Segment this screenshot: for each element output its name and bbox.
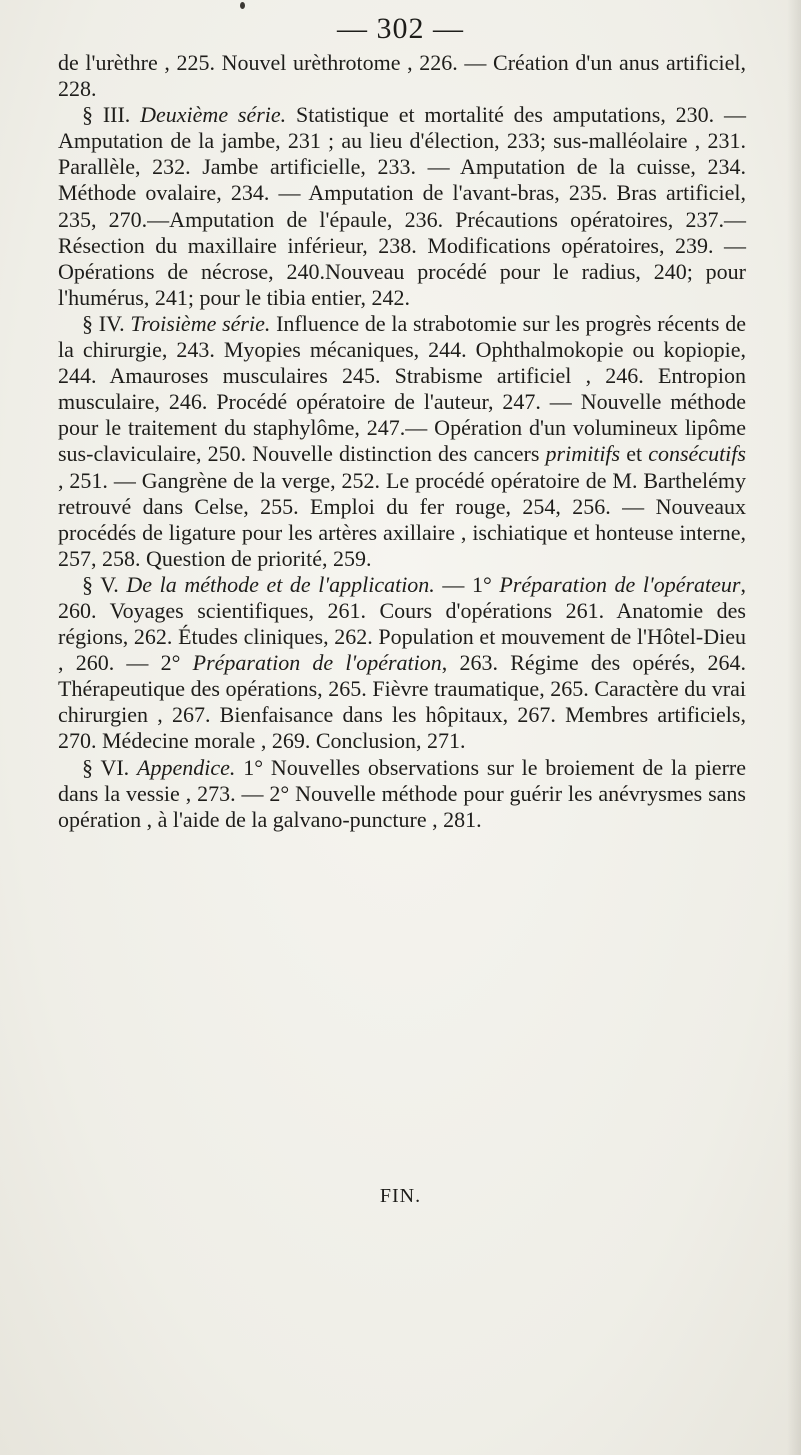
page-number: — 302 —	[337, 12, 464, 45]
italic-text: primitifs	[545, 441, 621, 467]
paragraph-section-3	[58, 102, 746, 311]
italic-text: Préparation de l'opération	[192, 650, 442, 676]
text-segment: 1° Nouvelles observations sur le broiement de la pierre dans la vessie , 273. — 2° Nouvelle méthode pour guérir les anévrysmes sans opération , à l'aide de la galvano-puncture , 281.	[58, 754, 746, 832]
italic-text: Troisième série.	[130, 310, 271, 336]
text-segment: , 251. — Gangrène de la verge, 252. Le procédé opératoire de M. Barthelémy retrouvé dans Celse, 255. Emploi du fer rouge, 254, 256. — Nouveaux procédés de ligature pour les artères axillaire , ischiatique et honteuse interne, 257, 258. Question de priorité, 259.	[58, 467, 746, 571]
text-segment: Influence de la strabotomie sur les progrès récents de la chirurgie, 243. Myopies mécaniques, 244. Ophthalmokopie ou kopiopie, 244. Amauroses musculaires 245. Strabisme artificiel , 246. Entropion musculaire, 246. Procédé opératoire de l'auteur, 247. — Nouvelle méthode pour le traitement du staphylôme, 247.— Opération d'un volumineux lipôme sus-claviculaire, 250. Nouvelle distinction des cancers	[58, 310, 746, 467]
table-of-contents-text	[58, 50, 746, 833]
text-segment: § IV.	[82, 310, 131, 336]
paragraph-continuation	[58, 50, 746, 102]
italic-text: Deuxième série.	[140, 102, 287, 128]
italic-text: Préparation de l'opérateur	[499, 571, 741, 597]
end-mark: FIN.	[379, 1185, 422, 1207]
text-segment: — 1°	[434, 571, 500, 597]
paragraph-section-5	[58, 572, 746, 755]
text-segment: § V.	[82, 571, 127, 597]
ink-speck	[240, 2, 245, 9]
italic-text: Appendice.	[137, 754, 236, 780]
italic-text: De la méthode et de l'application.	[126, 571, 435, 597]
paragraph-section-4	[58, 311, 746, 572]
text-segment: de l'urèthre , 225. Nouvel urèthrotome , 226. — Création d'un anus artificiel, 228.	[58, 50, 746, 102]
italic-text: consécutifs	[648, 441, 746, 467]
text-segment: , 260. Voyages scientifiques, 261. Cours d'opérations 261. Anatomie des régions, 262. Études cliniques, 262. Population et mouvement de l'Hôtel-Dieu , 260. — 2°	[58, 571, 746, 676]
text-segment: § VI.	[82, 754, 137, 780]
page-edge-shadow	[787, 0, 801, 1455]
text-segment: et	[620, 441, 649, 467]
text-segment: , 263. Régime des opérés, 264. Thérapeutique des opérations, 265. Fièvre traumatique, 265. Caractère du vrai chirurgien , 267. Bienfaisance dans les hôpitaux, 267. Membres artificiels, 270. Médecine morale , 269. Conclusion, 271.	[58, 650, 746, 754]
text-segment: Statistique et mortalité des amputations, 230. — Amputation de la jambe, 231 ; au lieu d'élection, 233; sus-malléolaire , 231. Parallèle, 232. Jambe artificielle, 233. — Amputation de la cuisse, 234. Méthode ovalaire, 234. — Amputation de l'avant-bras, 235. Bras artificiel, 235, 270.—Amputation de l'épaule, 236. Précautions opératoires, 237.— Résection du maxillaire inférieur, 238. Modifications opératoires, 239. — Opérations de nécrose, 240.Nouveau procédé pour le radius, 240; pour l'humérus, 241; pour le tibia entier, 242.	[58, 102, 746, 310]
paragraph-section-6	[58, 755, 746, 833]
text-segment: § III.	[82, 102, 141, 128]
